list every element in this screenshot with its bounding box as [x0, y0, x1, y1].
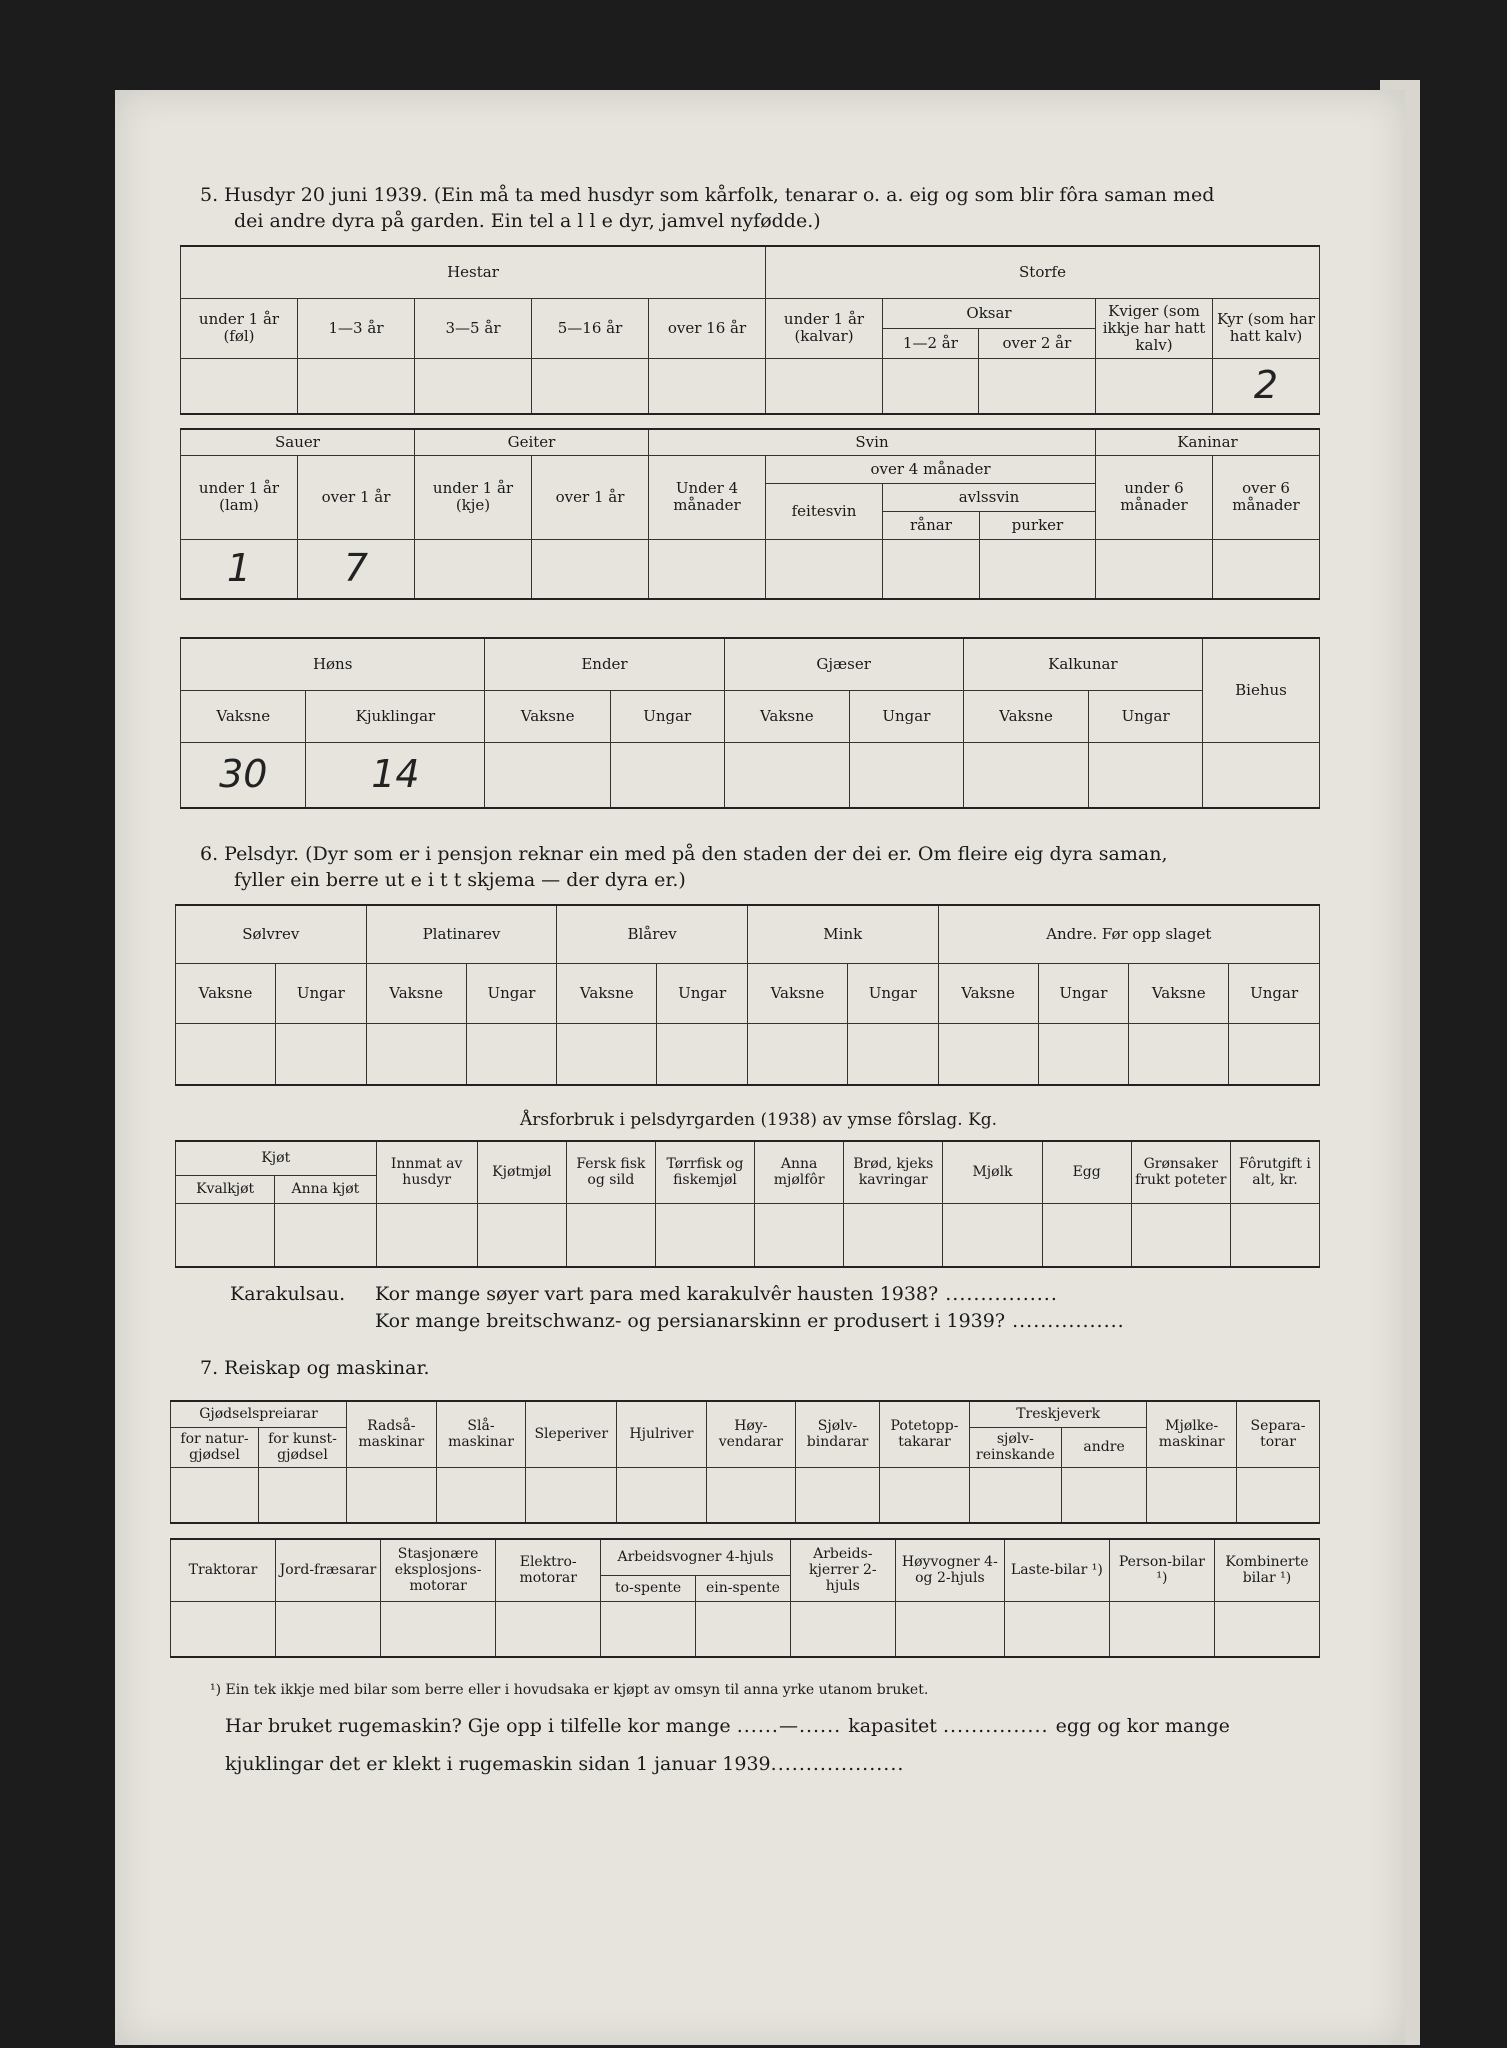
col-separatorar: Separa-torar: [1237, 1401, 1320, 1467]
section-5-line-1: 5. Husdyr 20 juni 1939. (Ein må ta med husdyr som kårfolk, tenarar o. a. eig og som blir fôra saman med: [200, 184, 1215, 206]
header-mink: Mink: [747, 905, 938, 963]
col-mjolkemaskinar: Mjølke-maskinar: [1147, 1401, 1237, 1467]
col-blarev-vaksne: Vaksne: [557, 963, 657, 1023]
col-kalkunar-ungar: Ungar: [1089, 690, 1203, 742]
col-naturgjodsel: for natur-gjødsel: [171, 1427, 259, 1467]
cell-feitesvin[interactable]: [766, 539, 883, 599]
col-traktorar: Traktorar: [171, 1539, 276, 1601]
col-mjolk: Mjølk: [943, 1141, 1042, 1203]
col-personbilar: Person-bilar ¹): [1109, 1539, 1214, 1601]
cell-andre-1-vaksne[interactable]: [938, 1023, 1038, 1085]
cell-gjaeser-ungar[interactable]: [850, 742, 964, 808]
rugemaskin-question: Har bruket rugemaskin? Gje opp i tilfelle kor mange: [225, 1715, 731, 1737]
col-kjotmjol: Kjøtmjøl: [477, 1141, 566, 1203]
rugemaskin-kapasitet-label: kapasitet: [848, 1715, 937, 1737]
cell-oksar-1-2[interactable]: [883, 358, 979, 414]
rugemaskin-count-field[interactable]: ......—......: [736, 1715, 849, 1737]
cell-ender-vaksne[interactable]: [485, 742, 610, 808]
col-purker: purker: [979, 511, 1095, 539]
cell-ender-ungar[interactable]: [610, 742, 724, 808]
cell-kalkunar-vaksne[interactable]: [963, 742, 1088, 808]
cell-geit-over[interactable]: [532, 539, 649, 599]
header-solvrev: Sølvrev: [176, 905, 367, 963]
col-andre-2-vaksne: Vaksne: [1129, 963, 1229, 1023]
col-kyr: Kyr (som har hatt kalv): [1213, 298, 1320, 358]
cell-andre-2-ungar[interactable]: [1229, 1023, 1320, 1085]
col-andre-1-ungar: Ungar: [1038, 963, 1129, 1023]
col-tospente: to-spente: [601, 1575, 696, 1601]
fur-animals-table: [175, 904, 1320, 1086]
col-ender-vaksne: Vaksne: [485, 690, 610, 742]
cell-einspente[interactable]: [696, 1601, 791, 1657]
col-einspente: ein-spente: [696, 1575, 791, 1601]
footnote: ¹) Ein tek ikkje med bilar som berre eller i hovudsaka er kjøpt av omsyn til anna yrke utanom bruket.: [210, 1682, 929, 1698]
cell-ranar[interactable]: [883, 539, 980, 599]
col-lam: under 1 år (lam): [181, 455, 298, 539]
cell-andre-1-ungar[interactable]: [1038, 1023, 1129, 1085]
cell-purker[interactable]: [979, 539, 1095, 599]
cell-naturgjodsel[interactable]: [171, 1467, 259, 1523]
cell-forutgift[interactable]: [1230, 1203, 1319, 1267]
cell-sjolvbindarar[interactable]: [796, 1467, 880, 1523]
col-brod: Brød, kjeks kavringar: [844, 1141, 943, 1203]
karakul-question-1-text: Kor mange søyer vart para med karakulvêr hausten 1938?: [375, 1283, 939, 1305]
col-annamjol: Anna mjølfôr: [755, 1141, 844, 1203]
col-egg: Egg: [1042, 1141, 1131, 1203]
cell-ferskfisk[interactable]: [566, 1203, 655, 1267]
col-annakjot: Anna kjøt: [275, 1175, 376, 1203]
col-innmat: Innmat av husdyr: [376, 1141, 477, 1203]
karakul-label: Karakulsau.: [230, 1283, 346, 1305]
col-solvrev-vaksne: Vaksne: [176, 963, 276, 1023]
col-gjaeser-vaksne: Vaksne: [724, 690, 849, 742]
col-blarev-ungar: Ungar: [657, 963, 748, 1023]
fur-feed-table: [175, 1140, 1320, 1268]
header-sauer: Sauer: [181, 429, 415, 455]
col-treskjeverk-andre: andre: [1061, 1427, 1147, 1467]
col-geit-over: over 1 år: [532, 455, 649, 539]
header-andre: Andre. Før opp slaget: [938, 905, 1319, 963]
cell-radsa[interactable]: [347, 1467, 437, 1523]
col-sjolvbindarar: Sjølv-bindarar: [796, 1401, 880, 1467]
cell-1-3[interactable]: [298, 358, 415, 414]
cell-sau-over[interactable]: 7: [298, 539, 415, 599]
col-lastebilar: Laste-bilar ¹): [1004, 1539, 1109, 1601]
header-geiter: Geiter: [415, 429, 649, 455]
header-svin-over-4: over 4 månader: [766, 455, 1096, 483]
karakul-answer-2[interactable]: ................: [1005, 1310, 1125, 1332]
tools-table: [170, 1400, 1320, 1524]
col-gronsaker: Grønsaker frukt poteter: [1131, 1141, 1230, 1203]
col-hons-vaksne: Vaksne: [181, 690, 306, 742]
header-gjodselspreiarar: Gjødselspreiarar: [171, 1401, 347, 1427]
cell-kvalkjot[interactable]: [176, 1203, 275, 1267]
cell-3-5[interactable]: [415, 358, 532, 414]
cell-platinarev-ungar[interactable]: [466, 1023, 557, 1085]
col-1-3: 1—3 år: [298, 298, 415, 358]
col-mink-vaksne: Vaksne: [747, 963, 847, 1023]
cell-svin-under-4[interactable]: [649, 539, 766, 599]
header-kalkunar: Kalkunar: [963, 638, 1202, 690]
col-sleperiver: Sleperiver: [526, 1401, 617, 1467]
cell-solvrev-vaksne[interactable]: [176, 1023, 276, 1085]
rugemaskin-kjuklingar-field[interactable]: ...................: [770, 1753, 905, 1775]
col-forutgift: Fôrutgift i alt, kr.: [1230, 1141, 1319, 1203]
section-6-line-1: 6. Pelsdyr. (Dyr som er i pensjon reknar ein med på den staden der dei er. Om fleire eig dyra saman,: [200, 843, 1168, 865]
cell-personbilar[interactable]: [1109, 1601, 1214, 1657]
col-kalkunar-vaksne: Vaksne: [963, 690, 1088, 742]
col-kje: under 1 år (kje): [415, 455, 532, 539]
livestock-horses-cattle-table: [180, 245, 1320, 415]
rugemaskin-egg-text: egg og kor mange: [1055, 1715, 1230, 1737]
cell-arbeidskjerrer[interactable]: [790, 1601, 895, 1657]
cell-mink-ungar[interactable]: [847, 1023, 938, 1085]
header-arbeidsvogner: Arbeidsvogner 4-hjuls: [601, 1539, 791, 1575]
cell-solvrev-ungar[interactable]: [276, 1023, 367, 1085]
col-hoyvogner: Høyvogner 4- og 2-hjuls: [895, 1539, 1004, 1601]
cell-kalvar[interactable]: [766, 358, 883, 414]
header-kjot: Kjøt: [176, 1141, 377, 1175]
col-5-16: 5—16 år: [532, 298, 649, 358]
col-radsa: Radså-maskinar: [347, 1401, 437, 1467]
cell-blarev-ungar[interactable]: [657, 1023, 748, 1085]
rugemaskin-kjuklingar-text: kjuklingar det er klekt i rugemaskin sidan 1 januar 1939: [225, 1753, 771, 1775]
cell-jordfraesarar[interactable]: [276, 1601, 381, 1657]
cell-tospente[interactable]: [601, 1601, 696, 1657]
col-ranar: rånar: [883, 511, 980, 539]
cell-hjulriver[interactable]: [617, 1467, 706, 1523]
cell-hons-kjuklingar[interactable]: 14: [306, 742, 485, 808]
header-hons: Høns: [181, 638, 485, 690]
header-gjaeser: Gjæser: [724, 638, 963, 690]
col-ender-ungar: Ungar: [610, 690, 724, 742]
col-fol: under 1 år (føl): [181, 298, 298, 358]
col-andre-2-ungar: Ungar: [1229, 963, 1320, 1023]
col-kan-under-6: under 6 månader: [1096, 455, 1213, 539]
header-oksar: Oksar: [883, 298, 1096, 328]
cell-gronsaker[interactable]: [1131, 1203, 1230, 1267]
cell-mjolk[interactable]: [943, 1203, 1042, 1267]
cell-kan-under-6[interactable]: [1096, 539, 1213, 599]
cell-oksar-over-2[interactable]: [978, 358, 1095, 414]
col-sjolvreinskande: sjølv-reinskande: [969, 1427, 1061, 1467]
cell-innmat[interactable]: [376, 1203, 477, 1267]
cell-mink-vaksne[interactable]: [747, 1023, 847, 1085]
cell-fol[interactable]: [181, 358, 298, 414]
rugemaskin-kapasitet-field[interactable]: ...............: [942, 1715, 1056, 1737]
col-svin-under-4: Under 4 månader: [649, 455, 766, 539]
cell-annamjol[interactable]: [755, 1203, 844, 1267]
cell-egg[interactable]: [1042, 1203, 1131, 1267]
col-gjaeser-ungar: Ungar: [850, 690, 964, 742]
cell-platinarev-vaksne[interactable]: [366, 1023, 466, 1085]
col-stasjonaere: Stasjonære eksplosjons-motorar: [381, 1539, 496, 1601]
karakul-question-2-text: Kor mange breitschwanz- og persianarskinn er produsert i 1939?: [375, 1310, 1006, 1332]
col-oksar-over-2: over 2 år: [978, 328, 1095, 358]
header-treskjeverk: Treskjeverk: [969, 1401, 1146, 1427]
col-platinarev-vaksne: Vaksne: [366, 963, 466, 1023]
cell-potetopptakarar[interactable]: [879, 1467, 969, 1523]
col-sau-over: over 1 år: [298, 455, 415, 539]
feed-table-title: Årsforbruk i pelsdyrgarden (1938) av ymse fôrslag. Kg.: [520, 1110, 998, 1130]
cell-kombinerte[interactable]: [1214, 1601, 1319, 1657]
col-jordfraesarar: Jord-fræsarar: [276, 1539, 381, 1601]
cell-over-16[interactable]: [649, 358, 766, 414]
cell-separatorar[interactable]: [1237, 1467, 1320, 1523]
col-sla: Slå-maskinar: [436, 1401, 526, 1467]
cell-kunstgjodsel[interactable]: [259, 1467, 347, 1523]
header-kaninar: Kaninar: [1096, 429, 1320, 455]
header-svin: Svin: [649, 429, 1096, 455]
vehicles-table: [170, 1538, 1320, 1658]
cell-traktorar[interactable]: [171, 1601, 276, 1657]
col-platinarev-ungar: Ungar: [466, 963, 557, 1023]
cell-stasjonaere[interactable]: [381, 1601, 496, 1657]
col-oksar-1-2: 1—2 år: [883, 328, 979, 358]
col-elektromotorar: Elektro-motorar: [496, 1539, 601, 1601]
cell-kjotmjol[interactable]: [477, 1203, 566, 1267]
header-platinarev: Platinarev: [366, 905, 557, 963]
rugemaskin-line-2: [225, 1753, 904, 1775]
col-hoyvendarar: Høy-vendarar: [706, 1401, 795, 1467]
col-torrfisk: Tørrfisk og fiskemjøl: [655, 1141, 754, 1203]
col-ferskfisk: Fersk fisk og sild: [566, 1141, 655, 1203]
cell-kje[interactable]: [415, 539, 532, 599]
col-kalvar: under 1 år (kalvar): [766, 298, 883, 358]
cell-biehus[interactable]: [1203, 742, 1320, 808]
cell-5-16[interactable]: [532, 358, 649, 414]
col-hons-kjuklingar: Kjuklingar: [306, 690, 485, 742]
col-andre-1-vaksne: Vaksne: [938, 963, 1038, 1023]
col-potetopptakarar: Potetopp-takarar: [879, 1401, 969, 1467]
cell-kan-over-6[interactable]: [1213, 539, 1320, 599]
cell-blarev-vaksne[interactable]: [557, 1023, 657, 1085]
cell-mjolkemaskinar[interactable]: [1147, 1467, 1237, 1523]
cell-hons-vaksne[interactable]: 30: [181, 742, 306, 808]
col-kvalkjot: Kvalkjøt: [176, 1175, 275, 1203]
header-ender: Ender: [485, 638, 724, 690]
col-mink-ungar: Ungar: [847, 963, 938, 1023]
cell-sla[interactable]: [436, 1467, 526, 1523]
col-feitesvin: feitesvin: [766, 483, 883, 539]
header-blarev: Blårev: [557, 905, 748, 963]
rugemaskin-line-1: [225, 1715, 1230, 1737]
cell-kalkunar-ungar[interactable]: [1089, 742, 1203, 808]
col-3-5: 3—5 år: [415, 298, 532, 358]
livestock-sheep-goats-pigs-table: [180, 428, 1320, 600]
cell-sleperiver[interactable]: [526, 1467, 617, 1523]
col-kviger: Kviger (som ikkje har hatt kalv): [1096, 298, 1213, 358]
section-6-line-2: fyller ein berre ut e i t t skjema — der dyra er.): [234, 869, 686, 891]
cell-elektromotorar[interactable]: [496, 1601, 601, 1657]
col-over-16: over 16 år: [649, 298, 766, 358]
cell-gjaeser-vaksne[interactable]: [724, 742, 849, 808]
cell-lastebilar[interactable]: [1004, 1601, 1109, 1657]
karakul-question-1: [375, 1283, 1058, 1305]
cell-brod[interactable]: [844, 1203, 943, 1267]
cell-hoyvendarar[interactable]: [706, 1467, 795, 1523]
header-biehus: Biehus: [1203, 638, 1320, 742]
cell-kyr[interactable]: 2: [1213, 358, 1320, 414]
cell-annakjot[interactable]: [275, 1203, 376, 1267]
cell-lam[interactable]: 1: [181, 539, 298, 599]
cell-sjolvreinskande[interactable]: [969, 1467, 1061, 1523]
cell-treskjeverk-andre[interactable]: [1061, 1467, 1147, 1523]
col-kombinerte: Kombinerte bilar ¹): [1214, 1539, 1319, 1601]
cell-torrfisk[interactable]: [655, 1203, 754, 1267]
col-hjulriver: Hjulriver: [617, 1401, 706, 1467]
karakul-question-2: [375, 1310, 1125, 1332]
karakul-answer-1[interactable]: ................: [938, 1283, 1058, 1305]
col-kunstgjodsel: for kunst-gjødsel: [259, 1427, 347, 1467]
col-solvrev-ungar: Ungar: [276, 963, 367, 1023]
section-7-title: 7. Reiskap og maskinar.: [200, 1357, 430, 1379]
section-5-line-2: dei andre dyra på garden. Ein tel a l l e dyr, jamvel nyfødde.): [234, 210, 821, 232]
cell-kviger[interactable]: [1096, 358, 1213, 414]
header-avlssvin: avlssvin: [883, 483, 1096, 511]
cell-andre-2-vaksne[interactable]: [1129, 1023, 1229, 1085]
col-arbeidskjerrer: Arbeids-kjerrer 2-hjuls: [790, 1539, 895, 1601]
header-storfe: Storfe: [766, 246, 1320, 298]
header-hestar: Hestar: [181, 246, 766, 298]
col-kan-over-6: over 6 månader: [1213, 455, 1320, 539]
cell-hoyvogner[interactable]: [895, 1601, 1004, 1657]
poultry-table: [180, 637, 1320, 809]
